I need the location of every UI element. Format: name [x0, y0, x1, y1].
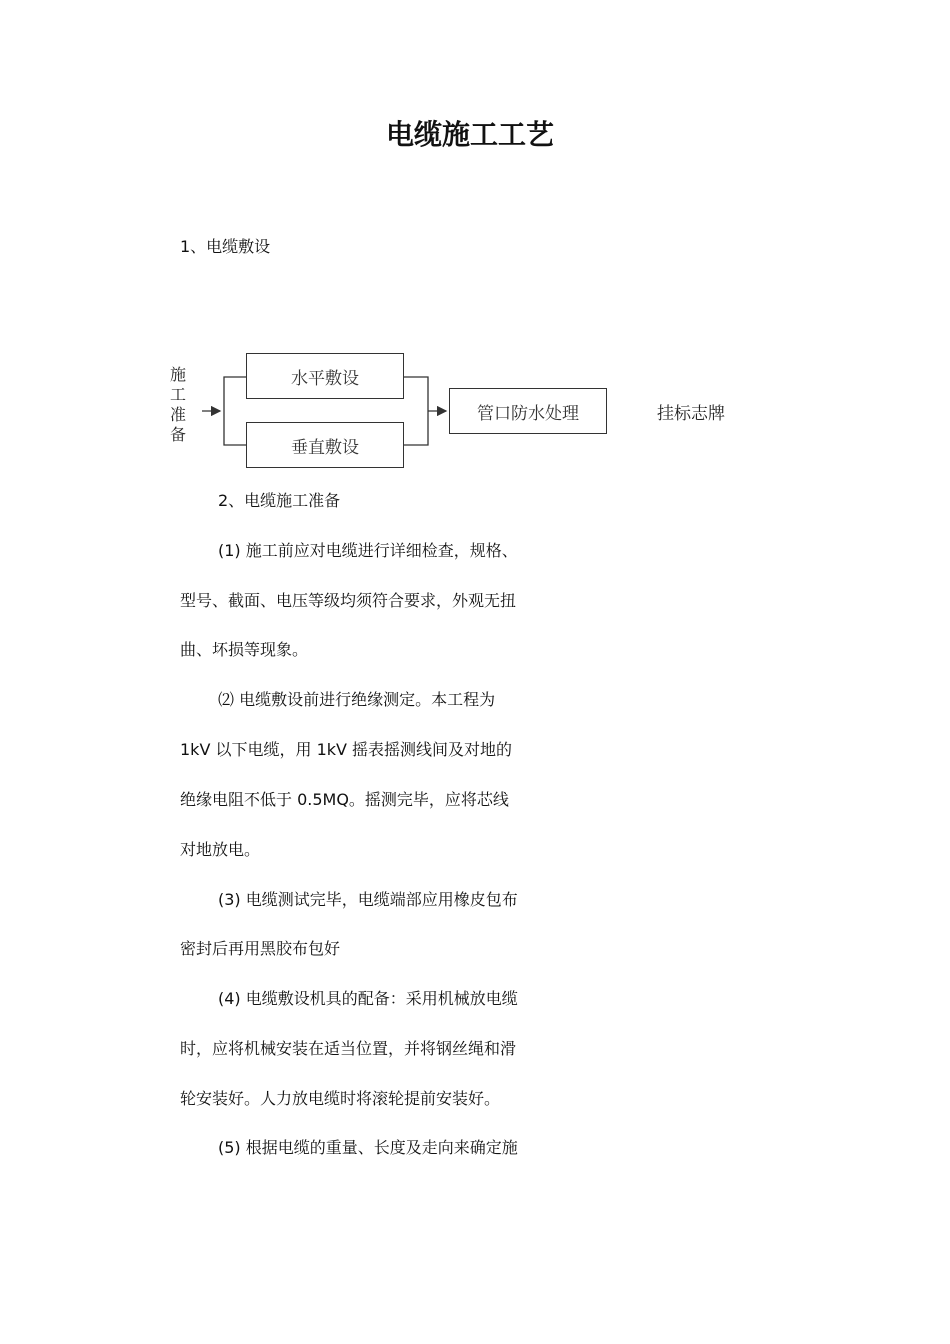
flow-box-pipe-waterproofing: 管口防水处理: [449, 388, 607, 434]
flow-tail-label: 挂标志牌: [657, 404, 725, 424]
paragraph-line: 曲、坏损等现象。: [180, 640, 309, 659]
paragraph-line: 1kV 以下电缆，用 1kV 摇表摇测线间及对地的: [180, 740, 513, 759]
split-bracket: [224, 377, 246, 445]
paragraph-line: 型号、截面、电压等级均须符合要求，外观无扭: [180, 591, 517, 610]
flow-box-vertical-laying: 垂直敷设: [246, 422, 404, 468]
section-heading-preparation: 2、电缆施工准备: [218, 491, 341, 510]
paragraph-line: (3) 电缆测试完毕，电缆端部应用橡皮包布: [218, 890, 518, 909]
flow-start-label: 施工准备: [169, 365, 186, 444]
paragraph-line: 密封后再用黑胶布包好: [180, 939, 341, 958]
construction-flowchart: [160, 345, 780, 475]
document-title: 电缆施工工艺: [386, 118, 555, 151]
paragraph-line: (1) 施工前应对电缆进行详细检查，规格、: [218, 541, 518, 560]
merge-bracket: [404, 377, 428, 445]
paragraph-line: ⑵ 电缆敷设前进行绝缘测定。本工程为: [218, 690, 496, 709]
paragraph-line: (4) 电缆敷设机具的配备：采用机械放电缆: [218, 989, 518, 1008]
paragraph-line: 轮安装好。人力放电缆时将滚轮提前安装好。: [180, 1089, 501, 1108]
paragraph-line: 对地放电。: [180, 840, 261, 859]
flow-box-horizontal-laying: 水平敷设: [246, 353, 404, 399]
paragraph-line: (5) 根据电缆的重量、长度及走向来确定施: [218, 1138, 518, 1157]
section-heading-cable-laying: 1、电缆敷设: [180, 237, 271, 256]
paragraph-line: 绝缘电阻不低于 0.5MQ。摇测完毕，应将芯线: [180, 790, 509, 809]
paragraph-line: 时，应将机械安装在适当位置，并将钢丝绳和滑: [180, 1039, 517, 1058]
